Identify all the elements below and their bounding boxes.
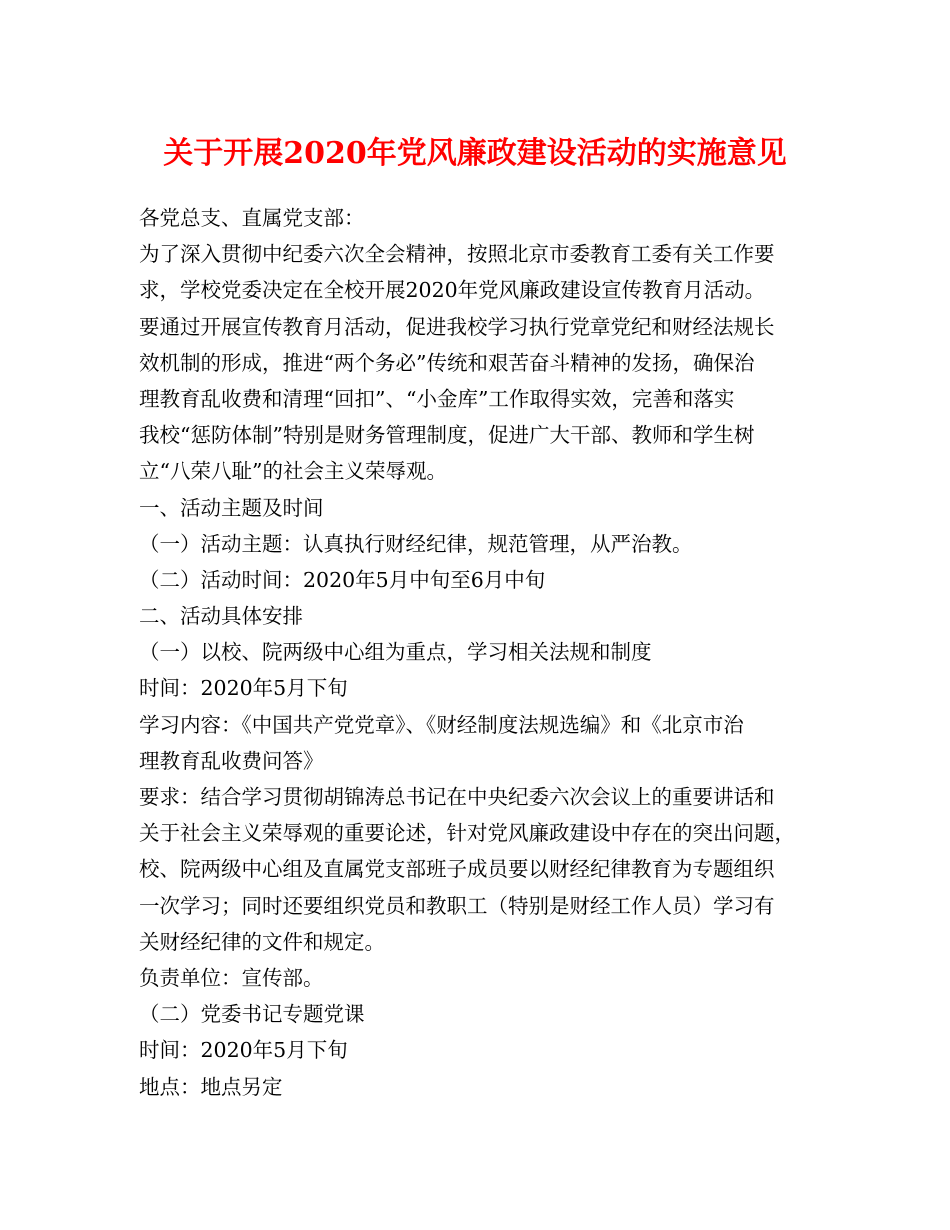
document-body — [139, 200, 829, 1105]
detail-line: 时间：2020年5月下旬 — [139, 1038, 348, 1063]
detail-line: 理教育乱收费问答》 — [139, 748, 324, 773]
paragraph-line: 效机制的形成，推进“两个务必”传统和艰苦奋斗精神的发扬，确保治 — [139, 350, 755, 375]
paragraph-line: 求，学校党委决定在全校开展2020年党风廉政建设宣传教育月活动。 — [139, 278, 766, 303]
paragraph-line: 为了深入贯彻中纪委六次全会精神，按照北京市委教育工委有关工作要 — [139, 242, 775, 267]
section-heading: 二、活动具体安排 — [139, 604, 303, 629]
detail-line: 校、院两级中心组及直属党支部班子成员要以财经纪律教育为专题组织 — [139, 857, 775, 882]
paragraph-line: 立“八荣八耻”的社会主义荣辱观。 — [139, 459, 447, 484]
detail-line: 时间：2020年5月下旬 — [139, 676, 348, 701]
paragraph-line: 我校“惩防体制”特别是财务管理制度，促进广大干部、教师和学生树 — [139, 423, 755, 448]
document-title: 关于开展2020年党风廉政建设活动的实施意见 — [163, 136, 787, 171]
detail-line: 负责单位：宣传部。 — [139, 965, 324, 990]
paragraph-line: 要通过开展宣传教育月活动，促进我校学习执行党章党纪和财经法规长 — [139, 314, 775, 339]
detail-line: 关于社会主义荣辱观的重要论述，针对党风廉政建设中存在的突出问题， — [139, 821, 795, 846]
subsection-line: （一）活动主题：认真执行财经纪律，规范管理，从严治教。 — [139, 531, 693, 556]
detail-line: 要求：结合学习贯彻胡锦涛总书记在中央纪委六次会议上的重要讲话和 — [139, 785, 775, 809]
subsection-line: （二）活动时间：2020年5月中旬至6月中旬 — [139, 567, 546, 592]
detail-line: 一次学习；同时还要组织党员和教职工（特别是财经工作人员）学习有 — [139, 893, 775, 918]
subsection-line: （二）党委书记专题党课 — [139, 1002, 365, 1027]
detail-line: 学习内容：《中国共产党党章》、《财经制度法规选编》和《北京市治 — [139, 712, 744, 737]
salutation-line: 各党总支、直属党支部： — [139, 206, 365, 230]
detail-line: 地点：地点另定 — [139, 1074, 283, 1099]
section-heading: 一、活动主题及时间 — [139, 495, 324, 520]
paragraph-line: 理教育乱收费和清理“回扣”、“小金库”工作取得实效，完善和落实 — [139, 386, 735, 411]
subsection-line: （一）以校、院两级中心组为重点，学习相关法规和制度 — [139, 640, 652, 665]
detail-line: 关财经纪律的文件和规定。 — [139, 929, 385, 954]
